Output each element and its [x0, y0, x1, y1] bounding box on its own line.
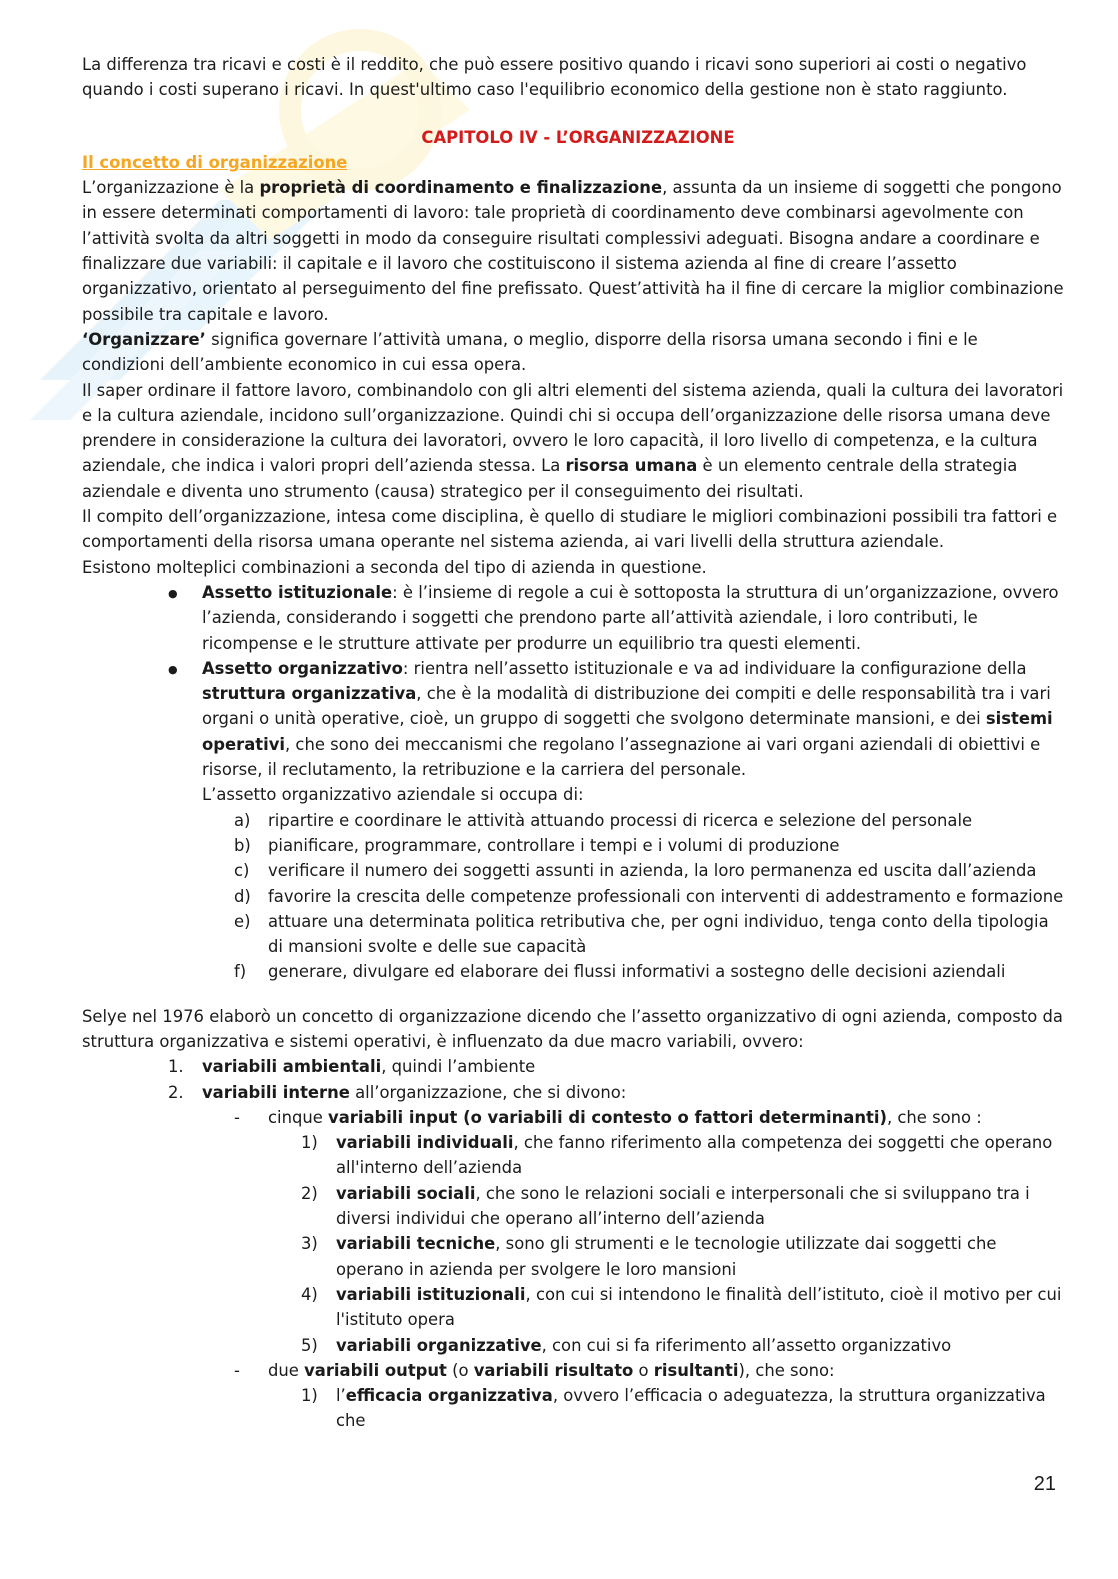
list-item: 1) l’efficacia organizzativa, ovvero l’efficacia o adeguatezza, la struttura organizzativa che	[301, 1386, 1046, 1431]
document-page	[82, 52, 1064, 1434]
list-item: f) generare, divulgare ed elaborare dei flussi informativi a sostegno delle decisioni aziendali	[234, 962, 1006, 982]
bullet-icon: ●	[168, 662, 178, 676]
list-item: a) ripartire e coordinare le attività attuando processi di ricerca e selezione del personale	[234, 810, 973, 830]
bullet-icon: ●	[168, 586, 178, 600]
paragraph-selye: Selye nel 1976 elaborò un concetto di organizzazione dicendo che l’assetto organizzativo di ogni azienda, composto da struttura organizzativa e sistemi operativi, è influenzato da due macro variabili, ovvero:	[82, 1006, 1063, 1051]
list-item: 5) variabili organizzative, con cui si fa riferimento all’assetto organizzativo	[301, 1335, 952, 1355]
list-item: 4) variabili istituzionali, con cui si intendono le finalità dell’istituto, cioè il motivo per cui l'istituto opera	[301, 1284, 1062, 1330]
intro-paragraph: La differenza tra ricavi e costi è il reddito, che può essere positivo quando i ricavi sono superiori ai costi o negativo quando i costi superano i ricavi. In quest'ultimo caso l'equilibrio economico della gestione non è stato raggiunto.	[82, 55, 1027, 100]
list-item: 3) variabili tecniche, sono gli strumenti e le tecnologie utilizzate dai soggetti che operano in azienda per svolgere le loro mansioni	[301, 1234, 997, 1279]
dash-item-output: - due variabili output (o variabili risultato o risultanti), che sono:	[234, 1360, 835, 1380]
numbered-item: 1. variabili ambientali, quindi l’ambiente	[168, 1057, 536, 1077]
list-item: 1) variabili individuali, che fanno riferimento alla competenza dei soggetti che operano all'interno dell’azienda	[301, 1133, 1053, 1178]
section-title: Il concetto di organizzazione	[82, 152, 348, 172]
list-item: e) attuare una determinata politica retributiva che, per ogni individuo, tenga conto della tipologia di mansioni svolte e delle sue capacità	[234, 911, 1049, 957]
paragraph-compito: Il compito dell’organizzazione, intesa come disciplina, è quello di studiare le migliori combinazioni possibili tra fattori e comportamenti della risorsa umana operante nel sistema azienda, ai vari livelli della struttura aziendale.	[82, 507, 1058, 552]
paragraph-fattore-lavoro: Il saper ordinare il fattore lavoro, combinandolo con gli altri elementi del sistema azienda, quali la cultura dei lavoratori e la cultura aziendale, incidono sull’organizzazione. Quindi chi si occupa dell’organizzazione delle risorsa umana deve prendere in considerazione la cultura dei lavoratori, ovvero le loro capacità, il loro livello di competenza, e la cultura aziendale, che indica i valori propri dell’azienda stessa. La risorsa umana è un elemento centrale della strategia aziendale e diventa uno strumento (causa) strategico per il conseguimento dei risultati.	[82, 380, 1064, 501]
chapter-title: CAPITOLO IV - L’ORGANIZZAZIONE	[421, 127, 735, 147]
list-item: 2) variabili sociali, che sono le relazioni sociali e interpersonali che si sviluppano tra i diversi individui che operano all’interno dell’azienda	[301, 1183, 1030, 1229]
numbered-item: 2. variabili interne all’organizzazione, che si divono:	[168, 1082, 627, 1102]
list-item: b) pianificare, programmare, controllare i tempi e i volumi di produzione	[234, 835, 840, 855]
dash-item-input: - cinque variabili input (o variabili di contesto o fattori determinanti), che sono :	[234, 1107, 982, 1127]
page-number: 21	[1033, 1473, 1056, 1495]
paragraph-combinazioni: Esistono molteplici combinazioni a seconda del tipo di azienda in questione.	[82, 557, 707, 577]
paragraph-definition: L’organizzazione è la proprietà di coordinamento e finalizzazione, assunta da un insieme di soggetti che pongono in essere determinati comportamenti di lavoro: tale proprietà di coordinamento deve combinarsi agevolmente con l’attività svolta da altri soggetti in modo da conseguire risultati complessivi adeguati. Bisogna andare a coordinare e finalizzare due variabili: il capitale e il lavoro che costituiscono il sistema azienda al fine di creare l’assetto organizzativo, orientato al perseguimento del fine prefissato. Quest’attività ha il fine di cercare la miglior combinazione possibile tra capitale e lavoro.	[82, 178, 1064, 324]
paragraph-organizzare: ‘Organizzare’ significa governare l’attività umana, o meglio, disporre della risorsa umana secondo i fini e le condizioni dell’ambiente economico in cui essa opera.	[82, 329, 978, 375]
list-item: d) favorire la crescita delle competenze professionali con interventi di addestramento e formazione	[234, 886, 1064, 906]
bullet-assetto-organizzativo: ● Assetto organizzativo: rientra nell’assetto istituzionale e va ad individuare la configurazione della struttura organizzativa, che è la modalità di distribuzione dei compiti e delle responsabilità tra i vari organi o unità operative, cioè, un gruppo di soggetti che svolgono determinate mansioni, e dei sistemi operativi, che sono dei meccanismi che regolano l’assegnazione ai vari organi aziendali di obiettivi e risorse, il reclutamento, la retribuzione e la carriera del personale. L’assetto organizzativo aziendale si occupa di:	[168, 658, 1053, 805]
list-item: c) verificare il numero dei soggetti assunti in azienda, la loro permanenza ed uscita dall’azienda	[234, 861, 1037, 881]
bullet-assetto-istituzionale: ● Assetto istituzionale: è l’insieme di regole a cui è sottoposta la struttura di un’organizzazione, ovvero l’azienda, considerando i soggetti che prendono parte all’attività aziendale, i loro contributi, le ricompense e le strutture attivate per produrre un equilibrio tra questi elementi.	[168, 582, 1059, 653]
